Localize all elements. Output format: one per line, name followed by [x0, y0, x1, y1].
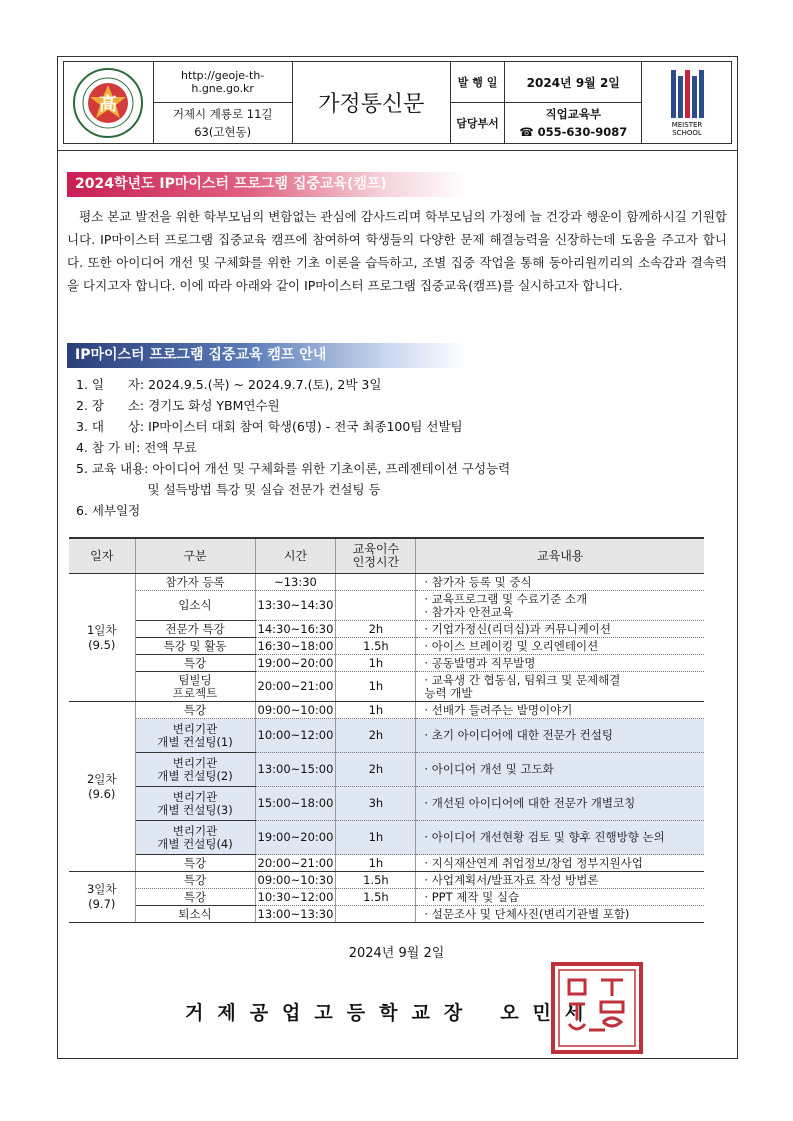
meister-line2: SCHOOL: [671, 128, 702, 137]
schedule-content-cell: · 공동발명과 직무발명: [416, 655, 704, 672]
schedule-time-cell: 13:00~13:30: [255, 906, 336, 923]
info-item: 6. 세부일정: [76, 503, 141, 518]
schedule-row: [69, 638, 704, 655]
meister-school-icon: [667, 68, 707, 138]
schedule-time-cell: 13:30~14:30: [255, 591, 336, 621]
dept-name: 직업교육부: [545, 107, 602, 121]
section2-title: IP마이스터 프로그램 집중교육 캠프 안내: [67, 343, 467, 368]
schedule-content-cell: · 아이디어 개선 및 고도화: [416, 753, 704, 787]
meister-line1: MEISTER: [671, 120, 702, 129]
schedule-hours-cell: 1h: [336, 655, 416, 672]
schedule-content-cell: · 사업계획서/발표자료 작성 방법론: [416, 872, 704, 889]
school-address: [153, 103, 292, 144]
schedule-header-cell: 교육내용: [416, 538, 704, 574]
schedule-time-cell: 20:00~21:00: [255, 855, 336, 872]
signer-name: [185, 998, 597, 1025]
schedule-header-cell: 구분: [135, 538, 255, 574]
official-seal-icon: [549, 960, 645, 1056]
schedule-time-cell: 09:00~10:30: [255, 872, 336, 889]
info-item: 4. 참 가 비: 전액 무료: [76, 440, 197, 455]
schedule-type-cell: 변리기관 개별 컨설팅(4): [135, 821, 255, 855]
schedule-header-cell: 교육이수 인정시간: [336, 538, 416, 574]
svg-text:高: 高: [99, 93, 118, 115]
address-line2: 63(고현동): [194, 125, 252, 139]
schedule-time-cell: 13:00~15:00: [255, 753, 336, 787]
date-label: 발 행 일: [450, 62, 504, 103]
schedule-content-cell: · 교육생 간 협동심, 팀워크 및 문제해결 능력 개발: [416, 672, 704, 702]
schedule-content-cell: · 기업가정신(리더십)과 커뮤니케이션: [416, 621, 704, 638]
school-logo: [64, 62, 154, 144]
page-title: 가정통신문: [292, 62, 450, 144]
schedule-time-cell: 10:00~12:00: [255, 719, 336, 753]
schedule-day-cell: 2일차 (9.6): [69, 702, 135, 872]
schedule-type-cell: 특강 및 활동: [135, 638, 255, 655]
schedule-hours-cell: 1h: [336, 855, 416, 872]
schedule-content-cell: · 선배가 들려주는 발명이야기: [416, 702, 704, 719]
schedule-content-cell: · 개선된 아이디어에 대한 전문가 개별코칭: [416, 787, 704, 821]
schedule-type-cell: 참가자 등록: [135, 574, 255, 591]
schedule-row: [69, 574, 704, 591]
dept-phone: ☎ 055-630-9087: [519, 125, 628, 139]
schedule-time-cell: 19:00~20:00: [255, 655, 336, 672]
schedule-hours-cell: [336, 906, 416, 923]
schedule-time-cell: 19:00~20:00: [255, 821, 336, 855]
schedule-row: [69, 821, 704, 855]
schedule-row: [69, 872, 704, 889]
schedule-row: [69, 889, 704, 906]
schedule-row: [69, 855, 704, 872]
schedule-type-cell: 팀빌딩 프로젝트: [135, 672, 255, 702]
signer-school: 거제공업고등학교장: [185, 1002, 477, 1024]
intro-text: 평소 본교 발전을 위한 학부모님의 변함없는 관심에 감사드리며 학부모님의 가정에 늘 건강과 행운이 함께하시길 기원합니다. IP마이스터 프로그램 집중교육 캠프에 참여하여 학생들의 다양한 문제 해결능력을 신장하는데 도움을 주고자 합니다. 또한 아이디어 개선 및 구체화를 위한 기초 이론을 습득하고, 조별 집중 작업을 통해 동아리원끼리의 소속감과 결속력을 다지고자 합니다. 이에 따라 아래와 같이 IP마이스터 프로그램 집중교육(캠프)를 실시하고자 합니다.: [67, 209, 727, 293]
schedule-type-cell: 특강: [135, 889, 255, 906]
info-item: 1. 일 자: 2024.9.5.(목) ~ 2024.9.7.(토), 2박 3일: [76, 377, 382, 392]
schedule-type-cell: 변리기관 개별 컨설팅(2): [135, 753, 255, 787]
schedule-content-cell: · PPT 제작 및 실습: [416, 889, 704, 906]
schedule-hours-cell: 1.5h: [336, 889, 416, 906]
schedule-row: [69, 906, 704, 923]
schedule-hours-cell: 1h: [336, 821, 416, 855]
schedule-hours-cell: 1.5h: [336, 638, 416, 655]
schedule-row: [69, 591, 704, 621]
schedule-day-cell: 3일차 (9.7): [69, 872, 135, 923]
schedule-hours-cell: 2h: [336, 753, 416, 787]
schedule-time-cell: 15:00~18:00: [255, 787, 336, 821]
schedule-content-cell: · 설문조사 및 단체사진(변리기관별 포함): [416, 906, 704, 923]
address-line1: 거제시 계룡로 11길: [172, 107, 273, 121]
dept-info: [505, 103, 642, 144]
schedule-type-cell: 특강: [135, 655, 255, 672]
schedule-content-cell: · 초기 아이디어에 대한 전문가 컨설팅: [416, 719, 704, 753]
schedule-content-cell: · 아이디어 개선현황 검토 및 향후 진행방향 논의: [416, 821, 704, 855]
schedule-content-cell: · 참가자 등록 및 중식: [416, 574, 704, 591]
schedule-content-cell: · 아이스 브레이킹 및 오리엔테이션: [416, 638, 704, 655]
issue-date: 2024년 9월 2일: [505, 62, 642, 103]
header-table: [63, 61, 732, 144]
dept-label: 담당부서: [450, 103, 504, 144]
schedule-type-cell: 특강: [135, 702, 255, 719]
info-item: 및 설득방법 특강 및 실습 전문가 컨설팅 등: [76, 482, 381, 497]
schedule-type-cell: 변리기관 개별 컨설팅(3): [135, 787, 255, 821]
schedule-header-row: [69, 538, 704, 574]
schedule-hours-cell: [336, 574, 416, 591]
schedule-row: [69, 753, 704, 787]
schedule-day-cell: 1일차 (9.5): [69, 574, 135, 702]
schedule-content-cell: · 지식재산연계 취업정보/창업 정부지원사업: [416, 855, 704, 872]
info-item: 3. 대 상: IP마이스터 대회 참여 학생(6명) - 전국 최종100팀 선발팀: [76, 419, 463, 434]
schedule-type-cell: 전문가 특강: [135, 621, 255, 638]
schedule-header-cell: 시간: [255, 538, 336, 574]
schedule-hours-cell: 1h: [336, 702, 416, 719]
signature-date: 2024년 9월 2일: [348, 946, 445, 961]
schedule-type-cell: 변리기관 개별 컨설팅(1): [135, 719, 255, 753]
schedule-row: [69, 702, 704, 719]
schedule-content-cell: · 교육프로그램 및 수료기준 소개 · 참가자 안전교육: [416, 591, 704, 621]
schedule-table: [69, 537, 704, 923]
schedule-time-cell: 14:30~16:30: [255, 621, 336, 638]
schedule-hours-cell: 3h: [336, 787, 416, 821]
schedule-row: [69, 672, 704, 702]
intro-paragraph: [67, 205, 727, 297]
schedule-time-cell: 10:30~12:00: [255, 889, 336, 906]
school-url[interactable]: http://geoje-th-h.gne.go.kr: [153, 62, 292, 103]
schedule-header-cell: 일자: [69, 538, 135, 574]
school-emblem-icon: [72, 67, 144, 139]
signer-person: 오민세: [500, 1002, 598, 1024]
schedule-row: [69, 719, 704, 753]
schedule-hours-cell: 2h: [336, 719, 416, 753]
schedule-type-cell: 퇴소식: [135, 906, 255, 923]
schedule-time-cell: 16:30~18:00: [255, 638, 336, 655]
schedule-type-cell: 특강: [135, 872, 255, 889]
meister-logo: [642, 62, 732, 144]
info-list: [76, 374, 726, 521]
schedule-time-cell: 09:00~10:00: [255, 702, 336, 719]
header-divider: [57, 150, 738, 151]
schedule-row: [69, 621, 704, 638]
schedule-time-cell: ~13:30: [255, 574, 336, 591]
official-seal: [549, 960, 645, 1060]
section1-title: 2024학년도 IP마이스터 프로그램 집중교육(캠프): [67, 172, 467, 197]
schedule-hours-cell: [336, 591, 416, 621]
schedule-type-cell: 입소식: [135, 591, 255, 621]
schedule-hours-cell: 1.5h: [336, 872, 416, 889]
schedule-time-cell: 20:00~21:00: [255, 672, 336, 702]
schedule-row: [69, 655, 704, 672]
info-item: 5. 교육 내용: 아이디어 개선 및 구체화를 위한 기초이론, 프레젠테이션 구성능력: [76, 461, 511, 476]
schedule-row: [69, 787, 704, 821]
schedule-hours-cell: 1h: [336, 672, 416, 702]
schedule-type-cell: 특강: [135, 855, 255, 872]
info-item: 2. 장 소: 경기도 화성 YBM연수원: [76, 398, 280, 413]
schedule-hours-cell: 2h: [336, 621, 416, 638]
